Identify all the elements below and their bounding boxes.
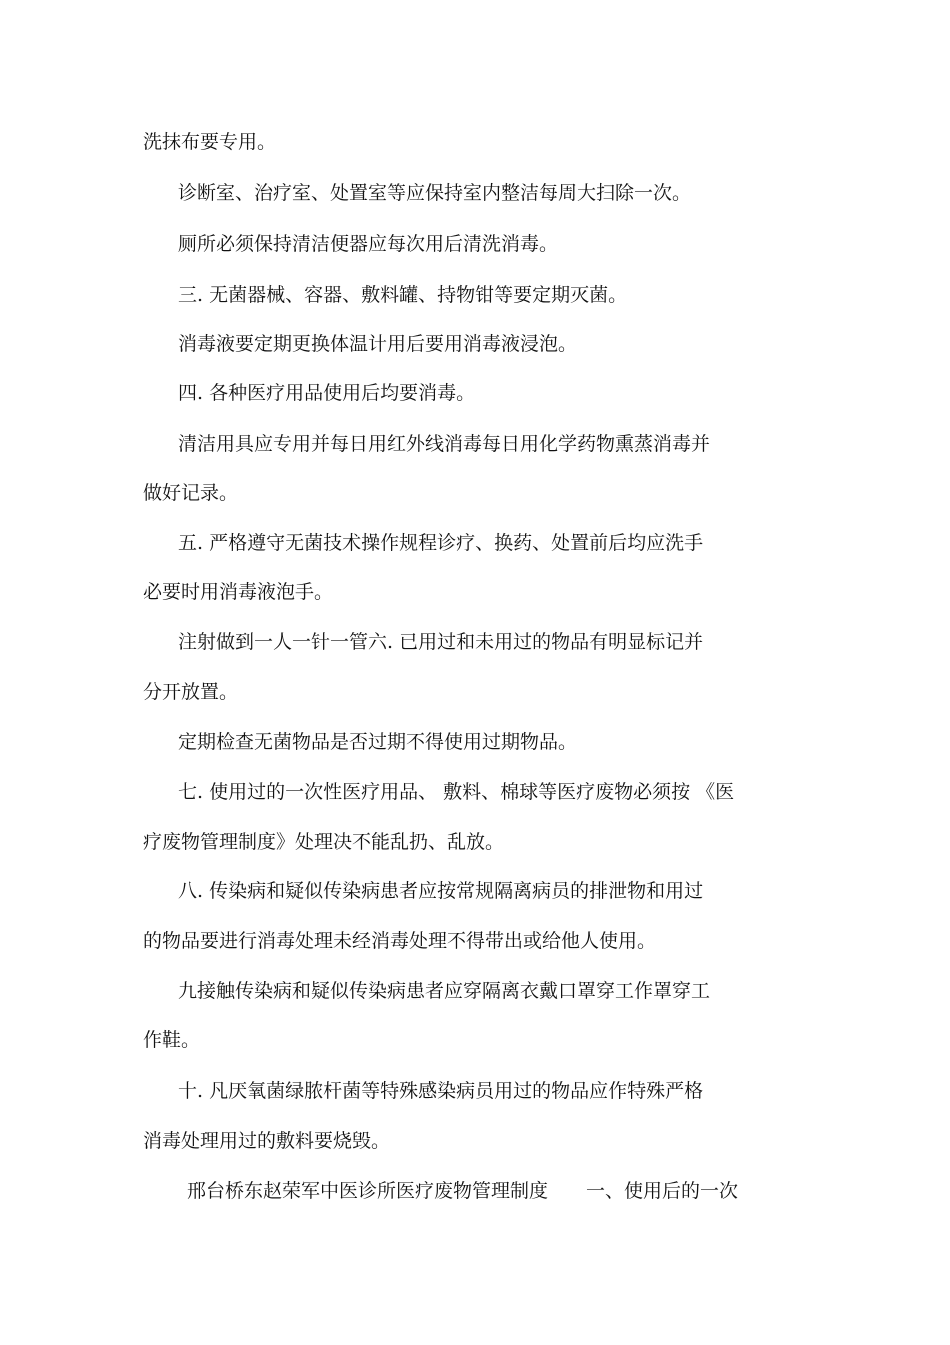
text-line: 七. 使用过的一次性医疗用品、 敷料、棉球等医疗废物必须按 《医 <box>178 781 735 803</box>
text-line: 五. 严格遵守无菌技术操作规程诊疗、换药、处置前后均应洗手 <box>178 532 704 554</box>
text-line: 十. 凡厌氧菌绿脓杆菌等特殊感染病员用过的物品应作特殊严格 <box>178 1080 704 1102</box>
text-line: 作鞋。 <box>143 1029 201 1051</box>
text-line: 洗抹布要专用。 <box>143 131 277 153</box>
text-line: 厕所必须保持清洁便器应每次用后清洗消毒。 <box>178 233 559 255</box>
text-line: 邢台桥东赵荣军中医诊所医疗废物管理制度 一、使用后的一次 <box>187 1180 739 1202</box>
text-line: 消毒液要定期更换体温计用后要用消毒液浸泡。 <box>178 333 578 355</box>
text-line: 注射做到一人一针一管六. 已用过和未用过的物品有明显标记并 <box>178 631 704 653</box>
text-line: 四. 各种医疗用品使用后均要消毒。 <box>178 382 476 404</box>
text-line: 清洁用具应专用并每日用红外线消毒每日用化学药物熏蒸消毒并 <box>178 433 711 455</box>
text-line: 分开放置。 <box>143 681 239 703</box>
text-line: 必要时用消毒液泡手。 <box>143 581 334 603</box>
text-line: 的物品要进行消毒处理未经消毒处理不得带出或给他人使用。 <box>143 930 657 952</box>
text-line: 疗废物管理制度》处理决不能乱扔、乱放。 <box>143 831 505 853</box>
text-line: 九接触传染病和疑似传染病患者应穿隔离衣戴口罩穿工作罩穿工 <box>178 980 711 1002</box>
text-line: 三. 无菌器械、容器、敷料罐、持物钳等要定期灭菌。 <box>178 284 628 306</box>
text-line: 诊断室、治疗室、处置室等应保持室内整洁每周大扫除一次。 <box>178 182 692 204</box>
text-line: 消毒处理用过的敷料要烧毁。 <box>143 1130 391 1152</box>
text-line: 八. 传染病和疑似传染病患者应按常规隔离病员的排泄物和用过 <box>178 880 704 902</box>
text-line: 定期检查无菌物品是否过期不得使用过期物品。 <box>178 731 578 753</box>
text-line: 做好记录。 <box>143 482 239 504</box>
